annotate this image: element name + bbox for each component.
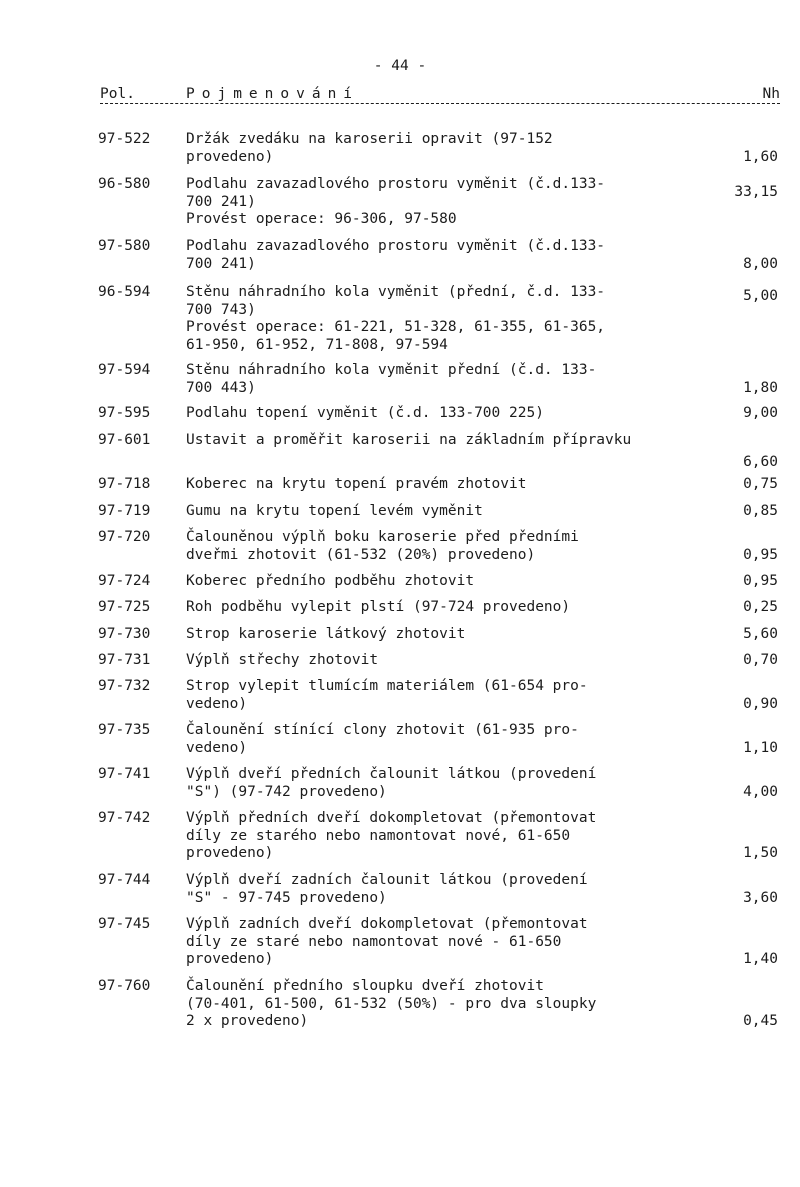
entry-value: 5,60 xyxy=(743,626,778,642)
entry-value: 0,95 xyxy=(743,573,778,589)
entry-description-line: 2 x provedeno) xyxy=(186,1013,309,1029)
entry-pol: 97-718 xyxy=(98,476,151,492)
entry-description-line: 700 443) xyxy=(186,379,256,396)
entry-description-line: Koberec předního podběhu zhotovit xyxy=(186,573,475,589)
entry-description-line: Strop karoserie látkový zhotovit xyxy=(186,626,466,642)
entry-pol: 97-760 xyxy=(98,978,151,994)
entry-description-line: díly ze staré nebo namontovat nové - 61-650 xyxy=(186,933,562,950)
entry-description-line: Stěnu náhradního kola vyměnit (přední, č.d. 133- xyxy=(186,284,606,300)
entry-description-line: Výplň dveří předních čalounit látkou (provedení xyxy=(186,766,597,782)
entry-pol: 97-580 xyxy=(98,238,151,254)
entry-description-line: Čalouněnou výplň boku karoserie před předními xyxy=(186,529,579,545)
entry-description-line: díly ze starého nebo namontovat nové, 61-650 xyxy=(186,827,571,844)
entry-pol: 96-594 xyxy=(98,284,151,300)
entry-description-line: provedeno) xyxy=(186,845,274,861)
entry-description xyxy=(186,503,706,521)
entry-value: 8,00 xyxy=(743,255,778,272)
entry-description-line: 700 241) xyxy=(186,193,256,210)
entry-description-line: Výplň dveří zadních čalounit látkou (provedení xyxy=(186,872,588,888)
entry-value: 5,00 xyxy=(743,288,778,304)
entry-pol: 97-725 xyxy=(98,599,151,615)
entry-description-line: 700 743) xyxy=(186,301,256,318)
entry-description xyxy=(186,916,706,969)
entry-value: 1,10 xyxy=(743,739,778,756)
entry-description xyxy=(186,284,706,354)
entry-description-line: Čalounění předního sloupku dveří zhotovit xyxy=(186,978,544,994)
entry-value: 0,25 xyxy=(743,599,778,615)
entry-pol: 97-724 xyxy=(98,573,151,589)
entry-description-line: Držák zvedáku na karoserii opravit (97-152 xyxy=(186,131,553,147)
header-rule xyxy=(100,103,780,104)
entry-description-line: Výplň střechy zhotovit xyxy=(186,652,379,668)
entry-description-line: Stěnu náhradního kola vyměnit přední (č.d. 133- xyxy=(186,362,597,378)
entry-description xyxy=(186,766,706,801)
entry-pol: 97-522 xyxy=(98,131,151,147)
entry-description-line: dveřmi zhotovit (61-532 (20%) provedeno) xyxy=(186,546,536,563)
entry-pol: 97-594 xyxy=(98,362,151,378)
entry-description xyxy=(186,238,706,273)
entry-description xyxy=(186,432,706,450)
entry-pol: 97-744 xyxy=(98,872,151,888)
entry-value: 0,95 xyxy=(743,546,778,563)
entry-value: 1,80 xyxy=(743,379,778,396)
entry-description-line: (70-401, 61-500, 61-532 (50%) - pro dva sloupky xyxy=(186,995,597,1012)
entry-value: 33,15 xyxy=(734,184,778,200)
entry-description xyxy=(186,529,706,564)
header-pol: Pol. xyxy=(100,86,135,102)
entry-description xyxy=(186,476,706,494)
entry-value: 1,40 xyxy=(743,951,778,967)
entry-value: 6,60 xyxy=(743,453,778,470)
entry-description-line: provedeno) xyxy=(186,951,274,967)
entry-value: 9,00 xyxy=(743,405,778,421)
entry-description-line: Podlahu topení vyměnit (č.d. 133-700 225) xyxy=(186,405,544,421)
entry-pol: 97-732 xyxy=(98,678,151,694)
entry-description-line: Ustavit a proměřit karoserii na základním přípravku xyxy=(186,432,632,448)
entry-pol: 97-719 xyxy=(98,503,151,519)
entry-pol: 97-745 xyxy=(98,916,151,932)
entry-description xyxy=(186,978,706,1031)
entry-description-line: Provést operace: 96-306, 97-580 xyxy=(186,211,457,227)
entry-description-line: provedeno) xyxy=(186,148,274,165)
entry-description xyxy=(186,722,706,757)
entry-pol: 97-731 xyxy=(98,652,151,668)
entry-value: 1,50 xyxy=(743,845,778,861)
entry-description xyxy=(186,626,706,644)
page-number: - 44 - xyxy=(373,58,427,74)
entry-description-line: "S") (97-742 provedeno) xyxy=(186,783,387,800)
entry-description xyxy=(186,678,706,713)
entry-description-line: vedeno) xyxy=(186,695,248,712)
entry-description-line: 61-950, 61-952, 71-808, 97-594 xyxy=(186,336,448,353)
entry-description-line: Podlahu zavazadlového prostoru vyměnit (č.d.133- xyxy=(186,238,606,254)
entry-description-line: 700 241) xyxy=(186,255,256,272)
entry-description xyxy=(186,131,706,166)
entry-description xyxy=(186,573,706,591)
entry-value: 0,90 xyxy=(743,695,778,712)
entry-value: 1,60 xyxy=(743,148,778,165)
entry-description-line: Podlahu zavazadlového prostoru vyměnit (č.d.133- xyxy=(186,176,606,192)
entry-description-line: vedeno) xyxy=(186,739,248,756)
entry-description xyxy=(186,810,706,863)
entry-description xyxy=(186,362,706,397)
entry-description-line: Provést operace: 61-221, 51-328, 61-355, 61-365, xyxy=(186,319,606,335)
entry-pol: 96-580 xyxy=(98,176,151,192)
entry-pol: 97-741 xyxy=(98,766,151,782)
entry-value: 0,70 xyxy=(743,652,778,668)
entry-pol: 97-735 xyxy=(98,722,151,738)
entry-pol: 97-720 xyxy=(98,529,151,545)
entry-pol: 97-601 xyxy=(98,432,151,448)
entry-description xyxy=(186,599,706,617)
entry-description xyxy=(186,652,706,670)
entry-value: 0,85 xyxy=(743,503,778,519)
entry-pol: 97-595 xyxy=(98,405,151,421)
entry-value: 0,45 xyxy=(743,1013,778,1029)
entry-value: 0,75 xyxy=(743,476,778,492)
entry-description-line: Strop vylepit tlumícím materiálem (61-654 pro- xyxy=(186,678,588,694)
header-name: Pojmenování xyxy=(186,86,360,102)
entry-value: 4,00 xyxy=(743,783,778,800)
entry-description-line: "S" - 97-745 provedeno) xyxy=(186,889,387,906)
entry-description-line: Gumu na krytu topení levém vyměnit xyxy=(186,503,483,519)
entry-pol: 97-742 xyxy=(98,810,151,826)
entry-description-line: Koberec na krytu topení pravém zhotovit xyxy=(186,476,527,492)
entry-description xyxy=(186,405,706,423)
header-nh: Nh xyxy=(762,86,780,102)
entry-description-line: Čalounění stínící clony zhotovit (61-935 pro- xyxy=(186,722,579,738)
entry-description xyxy=(186,872,706,907)
entry-description-line: Výplň zadních dveří dokompletovat (přemontovat xyxy=(186,916,588,932)
entry-description xyxy=(186,176,706,229)
table-header xyxy=(100,86,780,106)
entry-description-line: Roh podběhu vylepit plstí (97-724 provedeno) xyxy=(186,599,571,615)
entry-value: 3,60 xyxy=(743,889,778,906)
entry-pol: 97-730 xyxy=(98,626,151,642)
entry-description-line: Výplň předních dveří dokompletovat (přemontovat xyxy=(186,810,597,826)
